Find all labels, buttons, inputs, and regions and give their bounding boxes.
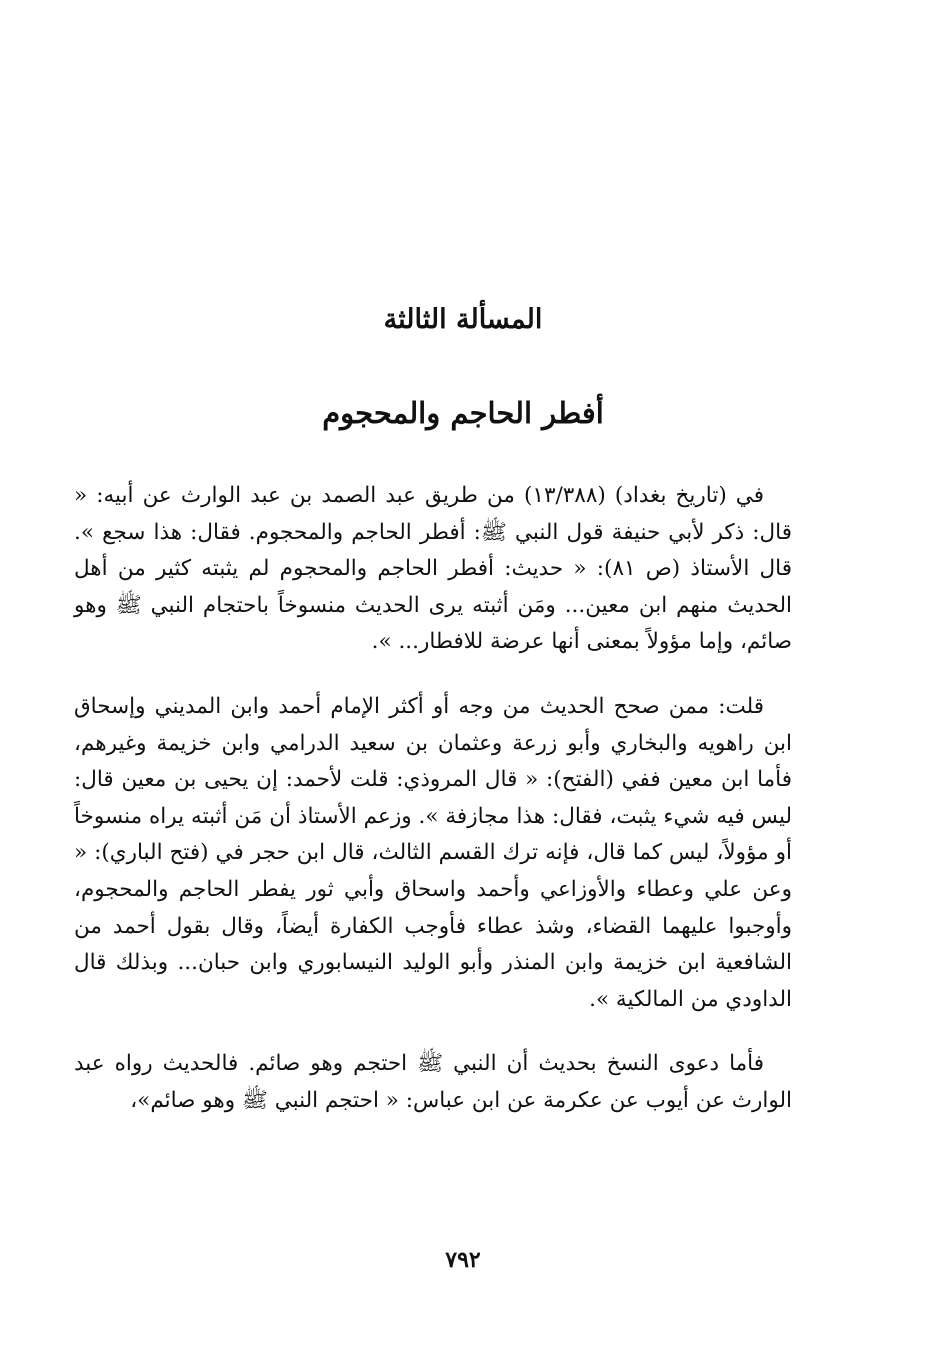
paragraph-2: قلت: ممن صحح الحديث من وجه أو أكثر الإمام أحمد وابن المديني وإسحاق ابن راهويه والبخاري وأبو زرعة وعثمان بن سعيد الدرامي وابن خزيمة وغيرهم، فأما ابن معين ففي (الفتح): « قال المروذي: قلت لأحمد: إن يحيى بن معين قال: ليس فيه شيء يثبت، فقال: هذا مجازفة ». وزعم الأستاذ أن مَن أثبته يراه منسوخاً أو مؤولاً، ليس كما قال، فإنه ترك القسم الثالث، قال ابن حجر في (فتح الباري): « وعن علي وعطاء والأوزاعي وأحمد واسحاق وأبي ثور يفطر الحاجم والمحجوم، وأوجبوا عليهما القضاء، وشذ عطاء فأوجب الكفارة أيضاً، وقال بقول أحمد من الشافعية ابن خزيمة وابن المنذر وأبو الوليد النيسابوري وابن حبان... وبذلك قال الداودي من المالكية ». <box>74 693 792 1012</box>
page-number: ٧٩٢ <box>445 1247 481 1273</box>
chapter-heading: المسألة الثالثة <box>383 304 543 335</box>
section-title: أفطر الحاجم والمحجوم <box>322 396 604 430</box>
body-text <box>74 478 792 1120</box>
paragraph-3: فأما دعوى النسخ بحديث أن النبي ﷺ احتجم وهو صائم. فالحديث رواه عبد الوارث عن أيوب عن عكرمة عن ابن عباس: « احتجم النبي ﷺ وهو صائم»، <box>74 1051 792 1113</box>
paragraph-1: في (تاريخ بغداد) (١٣/٣٨٨) من طريق عبد الصمد بن عبد الوارث عن أبيه: « قال: ذكر لأبي حنيفة قول النبي ﷺ: أفطر الحاجم والمحجوم. فقال: هذا سجع ». قال الأستاذ (ص ٨١): « حديث: أفطر الحاجم والمحجوم لم يثبته كثير من أهل الحديث منهم ابن معين... ومَن أثبته يرى الحديث منسوخاً باحتجام النبي ﷺ وهو صائم، وإما مؤولاً بمعنى أنها عرضة للافطار... ». <box>74 483 792 655</box>
